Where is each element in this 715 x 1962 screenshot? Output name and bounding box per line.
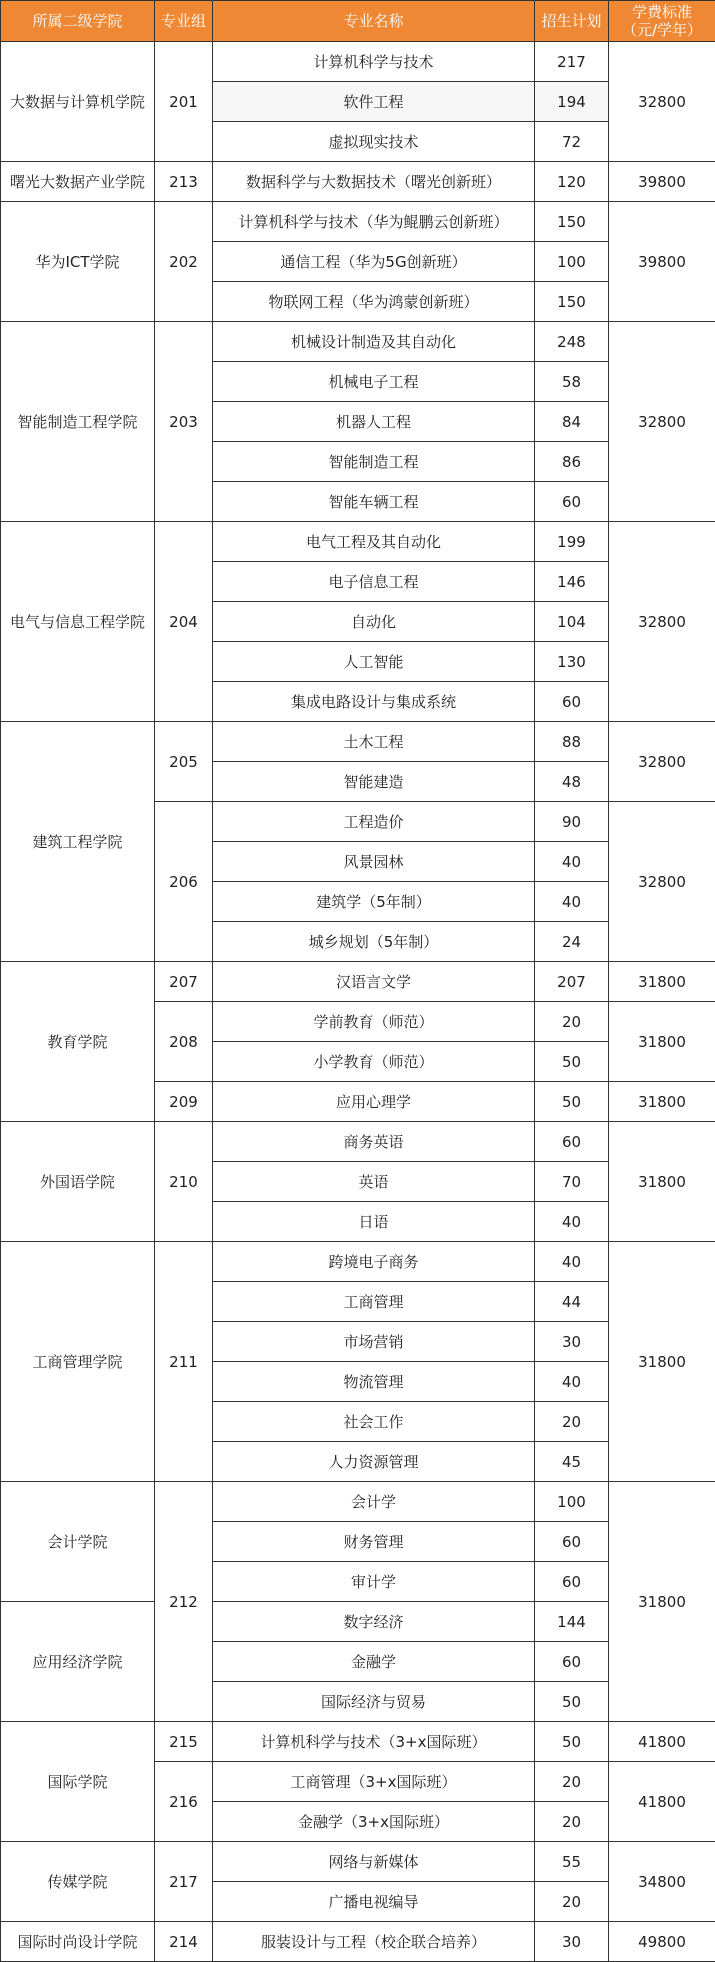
table-row [1,42,715,82]
college-cell: 会计学院 [1,1482,155,1602]
major-cell: 软件工程 [213,82,535,122]
plan-cell: 20 [535,1002,609,1042]
college-cell: 电气与信息工程学院 [1,522,155,722]
plan-cell: 90 [535,802,609,842]
table-row [1,1722,715,1762]
plan-cell: 199 [535,522,609,562]
plan-cell: 50 [535,1042,609,1082]
fee-cell: 32800 [609,322,715,522]
group-cell: 214 [155,1922,213,1962]
major-cell: 网络与新媒体 [213,1842,535,1882]
group-cell: 217 [155,1842,213,1922]
plan-cell: 40 [535,882,609,922]
major-cell: 市场营销 [213,1322,535,1362]
group-cell: 213 [155,162,213,202]
major-cell: 学前教育（师范） [213,1002,535,1042]
major-cell: 自动化 [213,602,535,642]
plan-cell: 48 [535,762,609,802]
major-cell: 审计学 [213,1562,535,1602]
plan-cell: 100 [535,242,609,282]
college-cell: 建筑工程学院 [1,722,155,962]
fee-cell: 31800 [609,1482,715,1722]
major-cell: 广播电视编导 [213,1882,535,1922]
major-cell: 数字经济 [213,1602,535,1642]
college-cell: 工商管理学院 [1,1242,155,1482]
college-cell: 传媒学院 [1,1842,155,1922]
major-cell: 财务管理 [213,1522,535,1562]
fee-cell: 31800 [609,1122,715,1242]
major-cell: 计算机科学与技术（华为鲲鹏云创新班） [213,202,535,242]
major-cell: 智能建造 [213,762,535,802]
plan-cell: 217 [535,42,609,82]
major-cell: 风景园林 [213,842,535,882]
plan-cell: 72 [535,122,609,162]
group-cell: 211 [155,1242,213,1482]
plan-cell: 104 [535,602,609,642]
college-cell: 曙光大数据产业学院 [1,162,155,202]
fee-cell: 49800 [609,1922,715,1962]
plan-cell: 60 [535,1642,609,1682]
fee-cell: 39800 [609,202,715,322]
group-cell: 216 [155,1762,213,1842]
fee-cell: 32800 [609,522,715,722]
plan-cell: 60 [535,682,609,722]
table-row [1,1482,715,1522]
major-cell: 智能制造工程 [213,442,535,482]
table-row [1,162,715,202]
table-row [1,1242,715,1282]
major-cell: 日语 [213,1202,535,1242]
group-cell: 203 [155,322,213,522]
plan-cell: 40 [535,1202,609,1242]
plan-cell: 20 [535,1882,609,1922]
major-cell: 电气工程及其自动化 [213,522,535,562]
plan-cell: 45 [535,1442,609,1482]
group-cell: 212 [155,1482,213,1722]
header-fee-line1: 学费标准 [632,3,692,21]
major-cell: 小学教育（师范） [213,1042,535,1082]
plan-cell: 60 [535,482,609,522]
group-cell: 202 [155,202,213,322]
plan-cell: 44 [535,1282,609,1322]
plan-cell: 60 [535,1562,609,1602]
plan-cell: 150 [535,282,609,322]
plan-cell: 70 [535,1162,609,1202]
group-cell: 206 [155,802,213,962]
fee-cell: 31800 [609,1242,715,1482]
plan-cell: 84 [535,402,609,442]
plan-cell: 24 [535,922,609,962]
header-plan: 招生计划 [535,1,609,42]
major-cell: 机械设计制造及其自动化 [213,322,535,362]
plan-cell: 60 [535,1522,609,1562]
plan-cell: 50 [535,1682,609,1722]
college-cell: 智能制造工程学院 [1,322,155,522]
table-row [1,322,715,362]
plan-cell: 194 [535,82,609,122]
major-cell: 虚拟现实技术 [213,122,535,162]
major-cell: 物流管理 [213,1362,535,1402]
major-cell: 电子信息工程 [213,562,535,602]
plan-cell: 88 [535,722,609,762]
college-cell: 教育学院 [1,962,155,1122]
major-cell: 数据科学与大数据技术（曙光创新班） [213,162,535,202]
major-cell: 应用心理学 [213,1082,535,1122]
table-row [1,202,715,242]
major-cell: 人工智能 [213,642,535,682]
group-cell: 204 [155,522,213,722]
fee-cell: 39800 [609,162,715,202]
major-cell: 工商管理（3+x国际班） [213,1762,535,1802]
fee-cell: 32800 [609,722,715,802]
plan-cell: 40 [535,842,609,882]
group-cell: 215 [155,1722,213,1762]
table-header [1,1,715,42]
fee-cell: 31800 [609,962,715,1002]
college-cell: 大数据与计算机学院 [1,42,155,162]
plan-cell: 60 [535,1122,609,1162]
plan-cell: 248 [535,322,609,362]
major-cell: 跨境电子商务 [213,1242,535,1282]
group-cell: 201 [155,42,213,162]
fee-cell: 32800 [609,42,715,162]
group-cell: 207 [155,962,213,1002]
table-row [1,522,715,562]
fee-cell: 31800 [609,1082,715,1122]
plan-cell: 120 [535,162,609,202]
college-cell: 应用经济学院 [1,1602,155,1722]
plan-cell: 144 [535,1602,609,1642]
plan-cell: 40 [535,1242,609,1282]
major-cell: 土木工程 [213,722,535,762]
fee-cell: 41800 [609,1762,715,1842]
major-cell: 服装设计与工程（校企联合培养） [213,1922,535,1962]
table-row [1,1842,715,1882]
plan-cell: 30 [535,1322,609,1362]
group-cell: 210 [155,1122,213,1242]
group-cell: 205 [155,722,213,802]
plan-cell: 30 [535,1922,609,1962]
major-cell: 城乡规划（5年制） [213,922,535,962]
college-cell: 外国语学院 [1,1122,155,1242]
plan-cell: 100 [535,1482,609,1522]
major-cell: 集成电路设计与集成系统 [213,682,535,722]
table-body [1,42,715,1962]
plan-cell: 20 [535,1402,609,1442]
college-cell: 国际时尚设计学院 [1,1922,155,1962]
major-cell: 工商管理 [213,1282,535,1322]
major-cell: 工程造价 [213,802,535,842]
major-cell: 物联网工程（华为鸿蒙创新班） [213,282,535,322]
table-row [1,722,715,762]
header-fee [609,1,715,42]
major-cell: 社会工作 [213,1402,535,1442]
college-cell: 华为ICT学院 [1,202,155,322]
header-major: 专业名称 [213,1,535,42]
major-cell: 金融学（3+x国际班） [213,1802,535,1842]
major-cell: 机器人工程 [213,402,535,442]
plan-cell: 146 [535,562,609,602]
major-cell: 会计学 [213,1482,535,1522]
plan-cell: 20 [535,1762,609,1802]
plan-cell: 50 [535,1082,609,1122]
major-cell: 智能车辆工程 [213,482,535,522]
header-row [1,1,715,42]
plan-cell: 50 [535,1722,609,1762]
plan-cell: 207 [535,962,609,1002]
plan-cell: 58 [535,362,609,402]
plan-cell: 20 [535,1802,609,1842]
plan-cell: 150 [535,202,609,242]
fee-cell: 34800 [609,1842,715,1922]
plan-cell: 40 [535,1362,609,1402]
major-cell: 计算机科学与技术 [213,42,535,82]
college-cell: 国际学院 [1,1722,155,1842]
table-row [1,1122,715,1162]
fee-cell: 32800 [609,802,715,962]
header-college: 所属二级学院 [1,1,155,42]
plan-cell: 86 [535,442,609,482]
table-row [1,1922,715,1962]
group-cell: 209 [155,1082,213,1122]
major-cell: 人力资源管理 [213,1442,535,1482]
major-cell: 英语 [213,1162,535,1202]
major-cell: 汉语言文学 [213,962,535,1002]
major-cell: 建筑学（5年制） [213,882,535,922]
major-cell: 国际经济与贸易 [213,1682,535,1722]
major-cell: 机械电子工程 [213,362,535,402]
major-cell: 通信工程（华为5G创新班） [213,242,535,282]
header-group: 专业组 [155,1,213,42]
plan-cell: 55 [535,1842,609,1882]
header-fee-line2: （元/学年） [622,21,702,39]
fee-cell: 31800 [609,1002,715,1082]
fee-cell: 41800 [609,1722,715,1762]
major-cell: 计算机科学与技术（3+x国际班） [213,1722,535,1762]
group-cell: 208 [155,1002,213,1082]
table-row [1,1602,715,1642]
plan-cell: 130 [535,642,609,682]
major-cell: 商务英语 [213,1122,535,1162]
major-cell: 金融学 [213,1642,535,1682]
table-row [1,962,715,1002]
